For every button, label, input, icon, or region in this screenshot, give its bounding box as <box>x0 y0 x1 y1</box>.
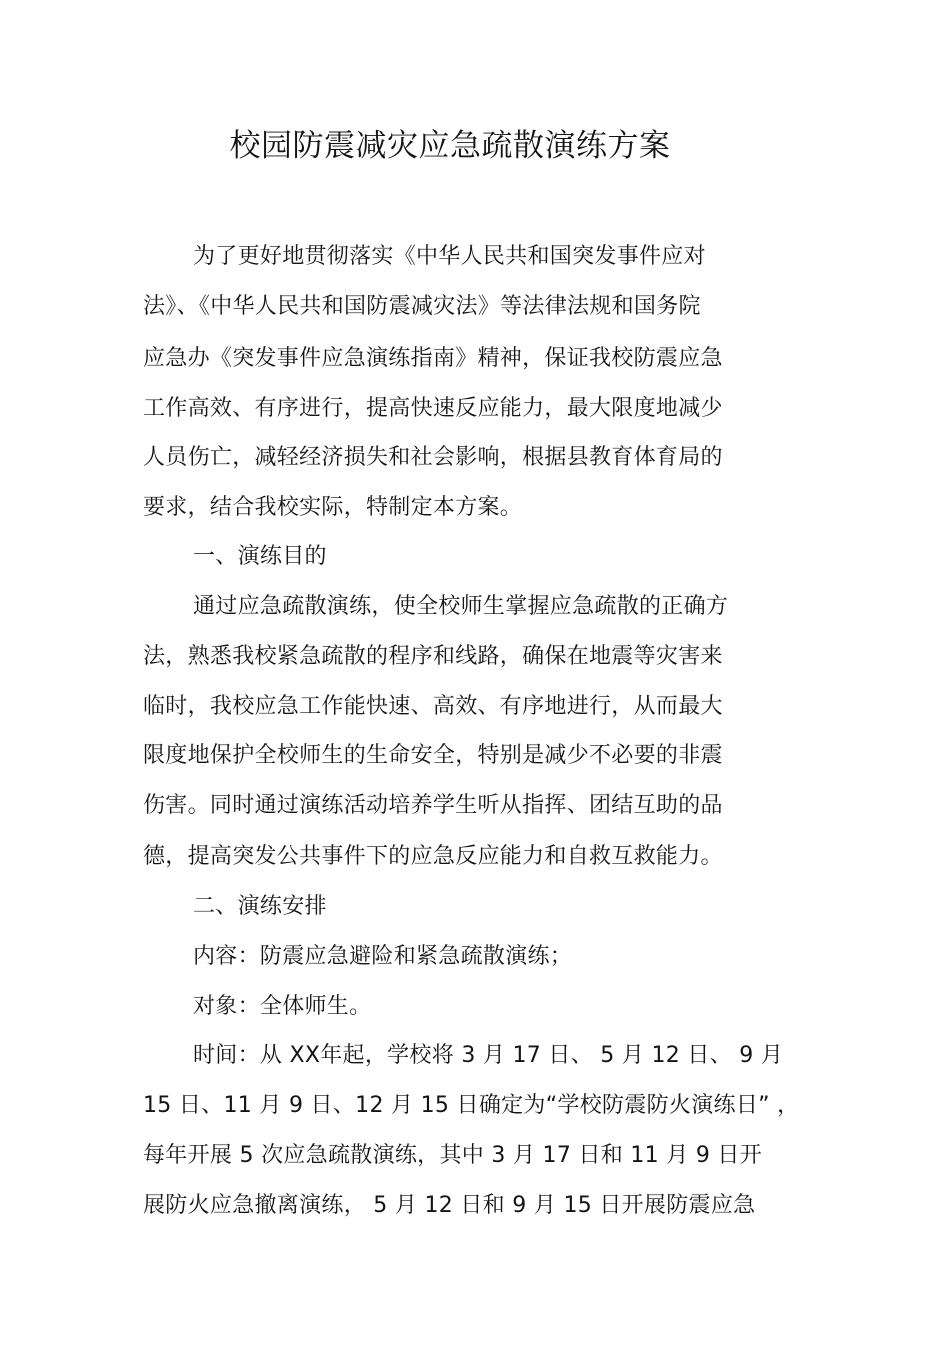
paragraph-line: 德，提高突发公共事件下的应急反应能力和自救互救能力。 <box>143 844 723 869</box>
paragraph-line: 展防火应急撤离演练， 5 月 12 日和 9 月 15 日开展防震应急 <box>143 1193 756 1218</box>
section-heading: 二、演练安排 <box>193 894 327 919</box>
paragraph-line: 临时，我校应急工作能快速、高效、有序地进行，从而最大 <box>143 694 723 719</box>
paragraph-line: 人员伤亡，减轻经济损失和社会影响，根据县教育体育局的 <box>143 445 723 470</box>
section-heading: 一、演练目的 <box>193 544 327 569</box>
paragraph-line: 法，熟悉我校紧急疏散的程序和线路，确保在地震等灾害来 <box>143 644 723 669</box>
paragraph-line: 要求，结合我校实际，特制定本方案。 <box>143 495 523 520</box>
paragraph-line: 伤害。同时通过演练活动培养学生听从指挥、团结互助的品 <box>143 793 723 818</box>
document-title: 校园防震减灾应急疏散演练方案 <box>229 128 671 164</box>
paragraph-line: 每年开展 5 次应急疏散演练，其中 3 月 17 日和 11 月 9 日开 <box>143 1143 763 1168</box>
paragraph-line: 限度地保护全校师生的生命安全，特别是减少不必要的非震 <box>143 743 723 768</box>
paragraph-line: 对象：全体师生。 <box>193 994 372 1019</box>
paragraph-line: 时间：从 XX年起，学校将 3 月 17 日、 5 月 12 日、 9 月 <box>193 1043 784 1068</box>
paragraph-line: 通过应急疏散演练，使全校师生掌握应急疏散的正确方 <box>193 594 729 619</box>
paragraph-line: 为了更好地贯彻落实《中华人民共和国突发事件应对 <box>193 244 706 269</box>
paragraph-line: 15 日、11 月 9 日、12 月 15 日确定为“学校防震防火演练日” ， <box>143 1093 800 1118</box>
paragraph-line: 工作高效、有序进行，提高快速反应能力，最大限度地减少 <box>143 396 723 421</box>
paragraph-line: 应急办《突发事件应急演练指南》精神，保证我校防震应急 <box>143 346 723 371</box>
paragraph-line: 内容：防震应急避险和紧急疏散演练； <box>193 944 573 969</box>
paragraph-line: 法》、《中华人民共和国防震减灾法》等法律法规和国务院 <box>143 294 701 319</box>
